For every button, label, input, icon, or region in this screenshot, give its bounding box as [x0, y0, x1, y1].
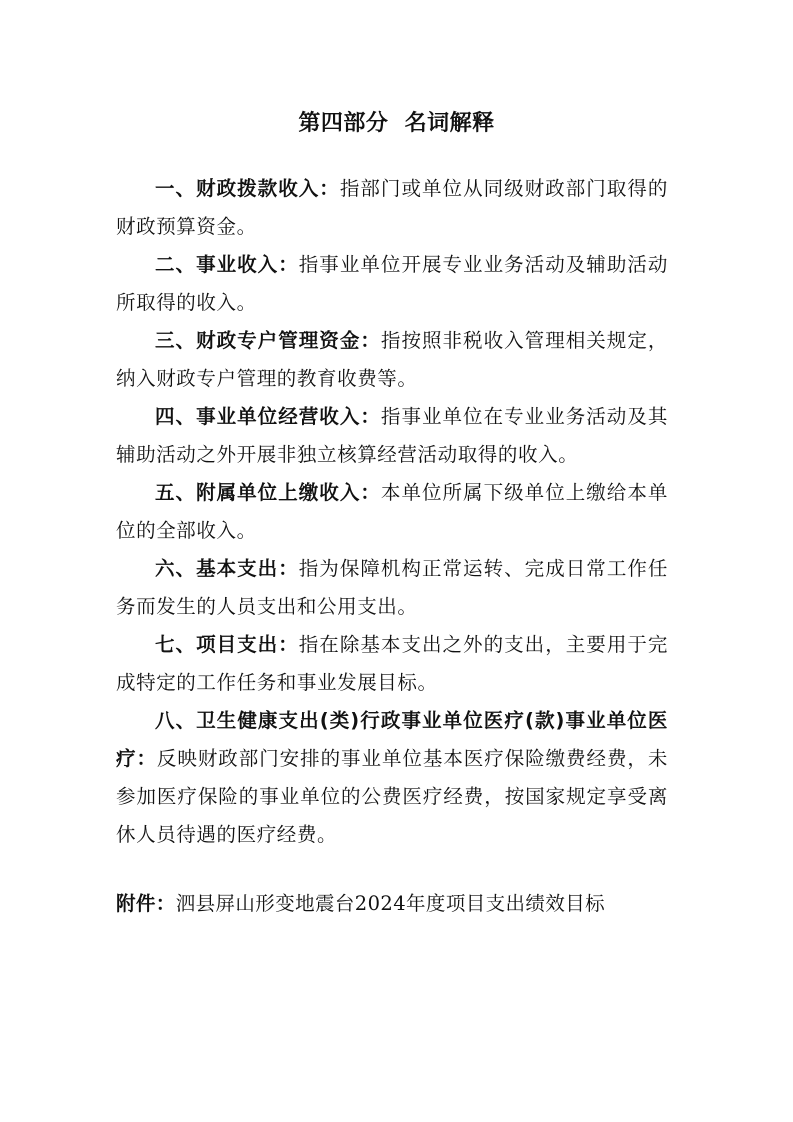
glossary-definition: 指在除基本支出之外的支出，主要用于完成特定的工作任务和事业发展目标。	[116, 633, 668, 694]
glossary-entry	[116, 702, 668, 854]
glossary-definition: 指事业单位在专业业务活动及其辅助活动之外开展非独立核算经营活动取得的收入。	[116, 405, 668, 466]
glossary-definition: 指为保障机构正常运转、完成日常工作任务而发生的人员支出和公用支出。	[116, 557, 668, 618]
glossary-term: 二、事业收入：	[155, 253, 299, 276]
glossary-term: 六、基本支出：	[155, 557, 299, 580]
glossary-entry	[116, 626, 668, 702]
attachment-label: 附件：	[116, 892, 176, 915]
glossary-list	[116, 170, 668, 854]
glossary-entry	[116, 474, 668, 550]
glossary-entry	[116, 170, 668, 246]
glossary-term: 一、财政拨款收入：	[155, 177, 340, 200]
glossary-definition: 本单位所属下级单位上缴给本单位的全部收入。	[116, 481, 668, 542]
glossary-entry	[116, 246, 668, 322]
glossary-entry	[116, 550, 668, 626]
glossary-term: 三、财政专户管理资金：	[155, 329, 381, 352]
glossary-definition: 反映财政部门安排的事业单位基本医疗保险缴费经费，未参加医疗保险的事业单位的公费医疗经费，按国家规定享受离休人员待遇的医疗经费。	[116, 747, 668, 846]
glossary-entry	[116, 322, 668, 398]
glossary-term: 八、卫生健康支出(类)行政事业单位医疗(款)事业单位医疗：	[116, 709, 668, 770]
attachment-line	[116, 885, 676, 923]
glossary-definition: 指部门或单位从同级财政部门取得的财政预算资金。	[116, 177, 668, 238]
glossary-term: 四、事业单位经营收入：	[155, 405, 381, 428]
glossary-term: 五、附属单位上缴收入：	[155, 481, 381, 504]
glossary-definition: 指事业单位开展专业业务活动及辅助活动所取得的收入。	[116, 253, 668, 314]
page-title: 第四部分 名词解释	[298, 111, 495, 136]
glossary-entry	[116, 398, 668, 474]
glossary-definition: 指按照非税收入管理相关规定，纳入财政专户管理的教育收费等。	[116, 329, 668, 390]
attachment-text: 泗县屏山形变地震台2024年度项目支出绩效目标	[175, 892, 606, 915]
glossary-term: 七、项目支出：	[155, 633, 299, 656]
